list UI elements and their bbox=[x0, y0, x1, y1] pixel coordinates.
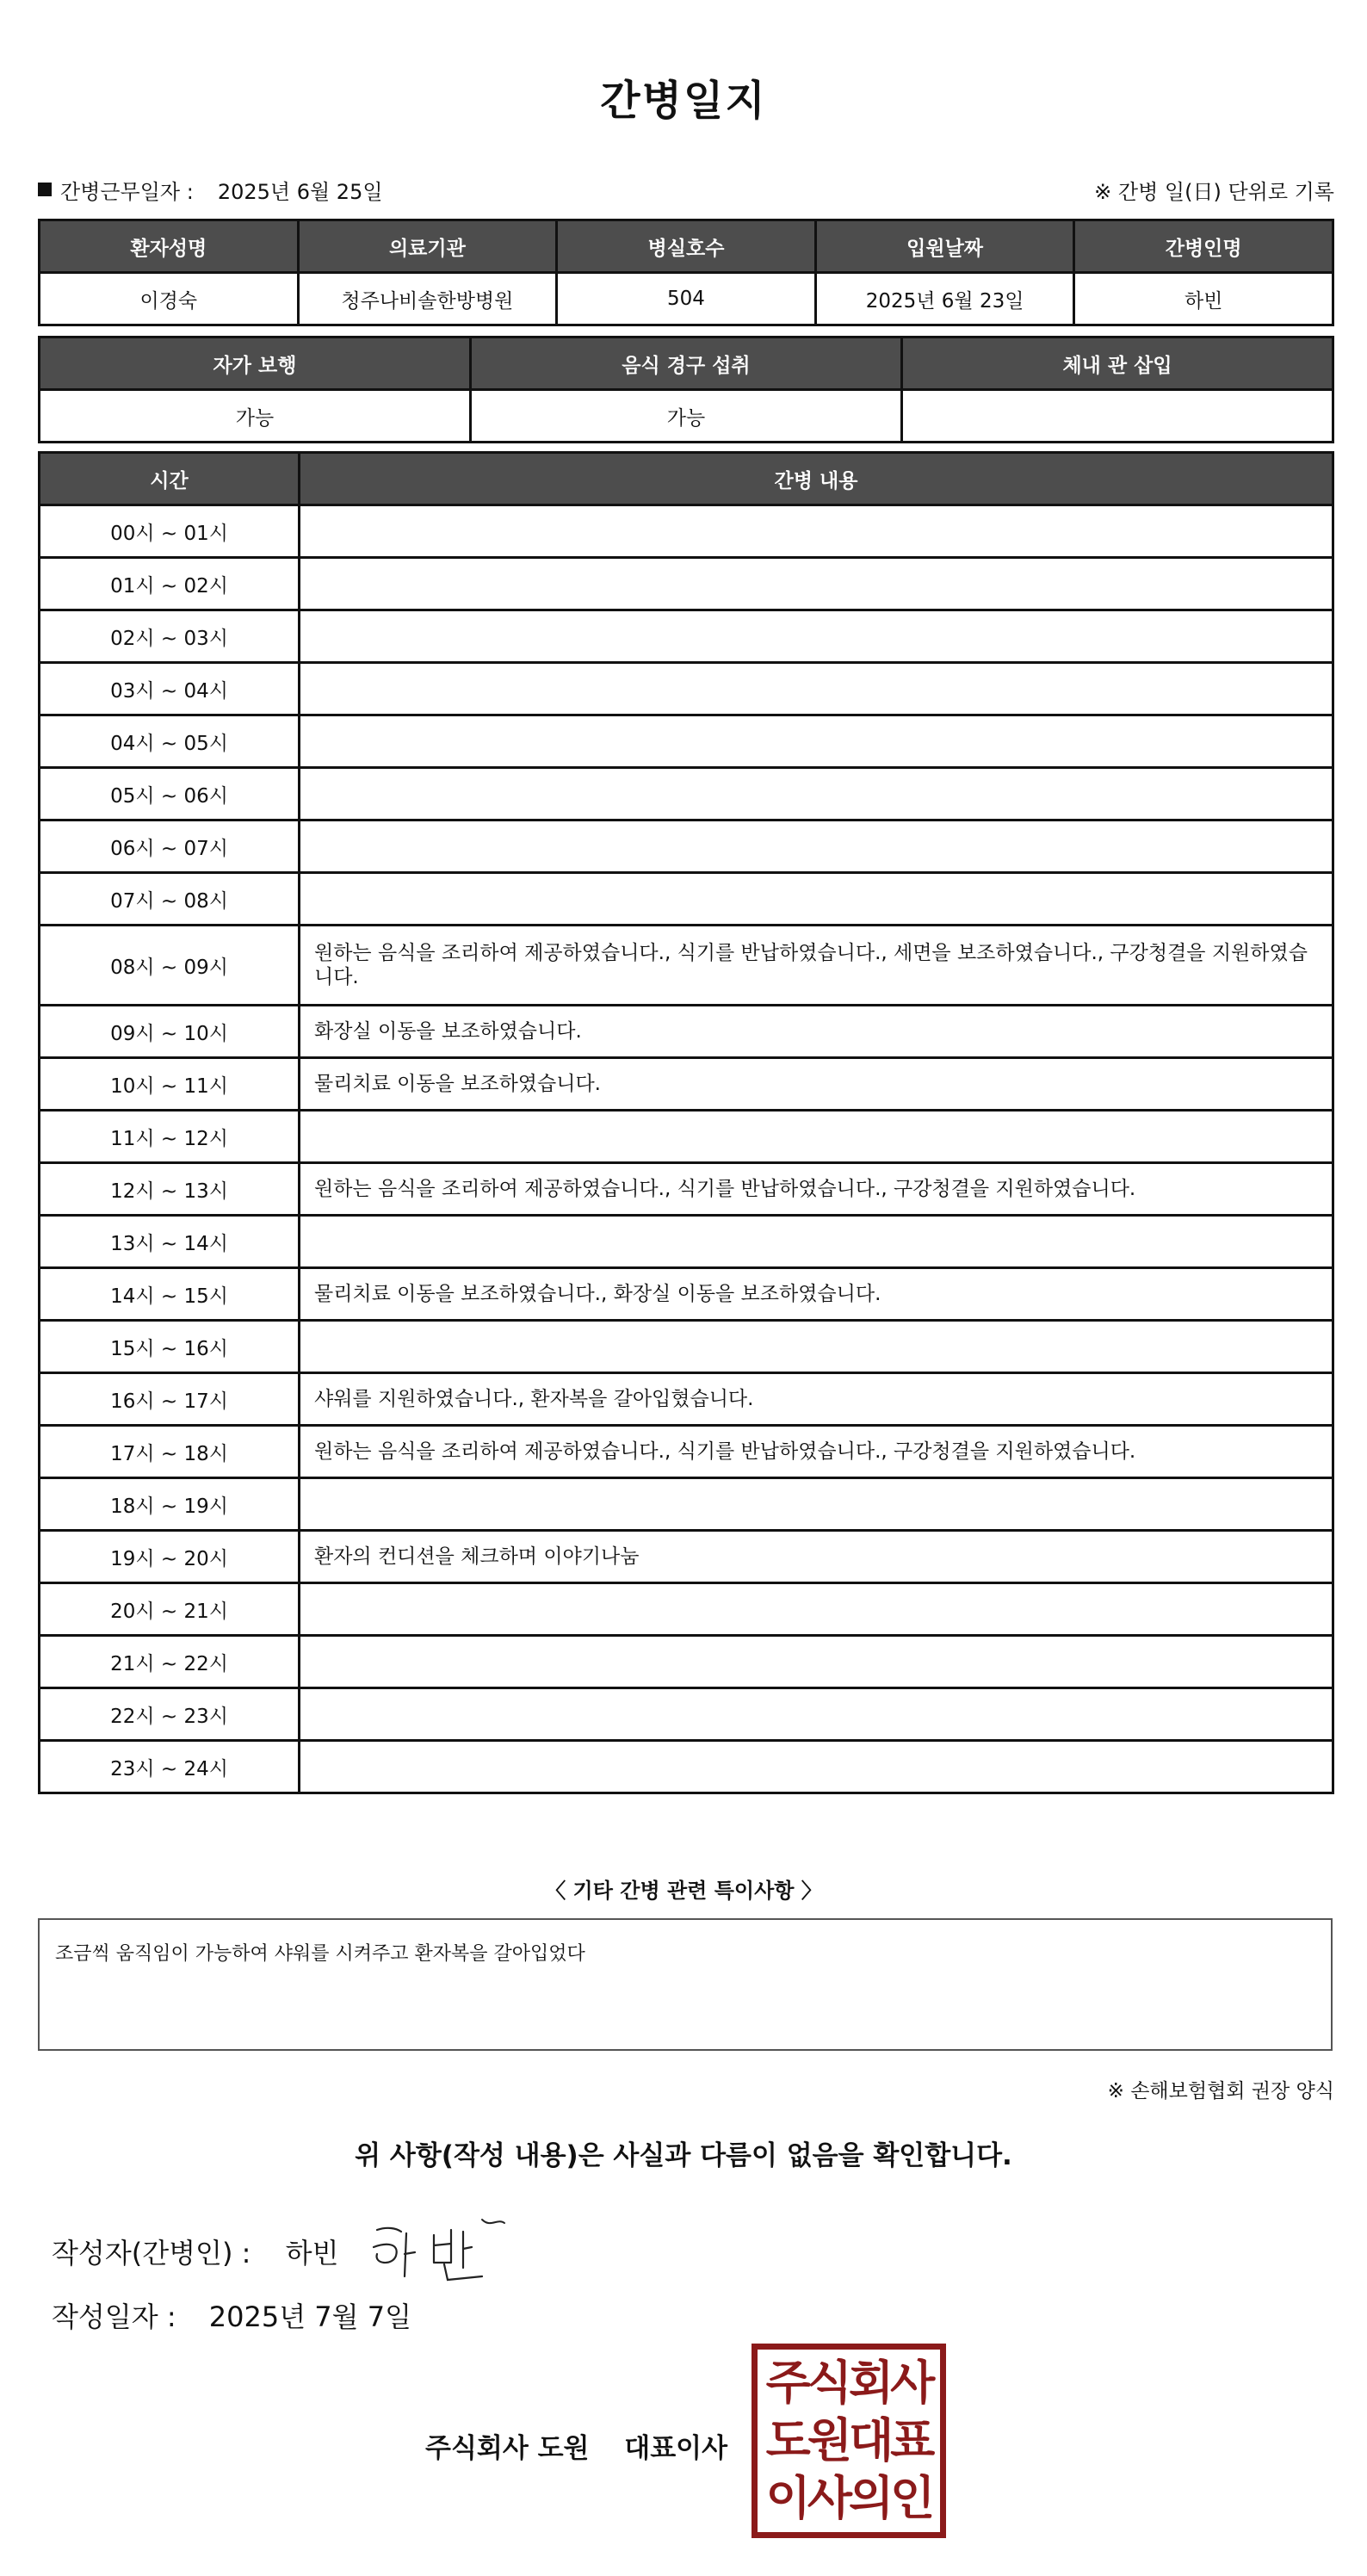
table-row bbox=[40, 1636, 1333, 1688]
care-content bbox=[300, 820, 1333, 873]
patient-info-table bbox=[38, 219, 1334, 326]
time-slot: 16시 ~ 17시 bbox=[40, 1373, 300, 1426]
care-content bbox=[300, 1636, 1333, 1688]
time-slot: 00시 ~ 01시 bbox=[40, 505, 300, 558]
table-row bbox=[40, 1531, 1333, 1583]
time-slot: 04시 ~ 05시 bbox=[40, 715, 300, 768]
care-content bbox=[300, 1111, 1333, 1163]
header-self-walking: 자가 보행 bbox=[40, 337, 471, 390]
association-note: ※ 손해보험협회 권장 양식 bbox=[1107, 2080, 1334, 2102]
work-date-value: 2025년 6월 25일 bbox=[217, 179, 383, 204]
seal-line: 이사의인 bbox=[765, 2470, 932, 2525]
time-slot: 03시 ~ 04시 bbox=[40, 663, 300, 715]
writer-name: 하빈 bbox=[285, 2237, 339, 2269]
time-slot: 11시 ~ 12시 bbox=[40, 1111, 300, 1163]
writer-label: 작성자(간병인) : bbox=[52, 2237, 251, 2269]
table-row bbox=[40, 873, 1333, 926]
care-content bbox=[300, 1478, 1333, 1531]
table-row bbox=[40, 1426, 1333, 1478]
company-seal-stamp bbox=[752, 2344, 946, 2538]
company-line bbox=[425, 2426, 727, 2465]
time-slot: 07시 ~ 08시 bbox=[40, 873, 300, 926]
care-content bbox=[300, 768, 1333, 820]
table-row bbox=[40, 610, 1333, 663]
table-row bbox=[40, 1688, 1333, 1741]
confirmation-statement: 위 사항(작성 내용)은 사실과 다름이 없음을 확인합니다. bbox=[355, 2140, 1012, 2171]
room-number: 504 bbox=[557, 273, 816, 325]
care-content: 화장실 이동을 보조하였습니다. bbox=[300, 1006, 1333, 1058]
care-content bbox=[300, 1216, 1333, 1268]
table-row bbox=[40, 715, 1333, 768]
company-name: 주식회사 도원 bbox=[425, 2433, 590, 2464]
work-date bbox=[38, 175, 383, 205]
tube-insertion bbox=[902, 390, 1333, 443]
write-date-line bbox=[52, 2295, 411, 2335]
patient-name: 이경숙 bbox=[40, 273, 299, 325]
table-row bbox=[40, 1058, 1333, 1111]
hospital: 청주나비솔한방병원 bbox=[298, 273, 557, 325]
write-date: 2025년 7월 7일 bbox=[208, 2300, 412, 2333]
table-row bbox=[40, 1583, 1333, 1636]
care-content bbox=[300, 873, 1333, 926]
caregiver-name: 하빈 bbox=[1074, 273, 1333, 325]
time-slot: 19시 ~ 20시 bbox=[40, 1531, 300, 1583]
square-bullet-icon bbox=[38, 183, 52, 196]
care-content bbox=[300, 558, 1333, 610]
table-row bbox=[40, 1741, 1333, 1793]
table-row bbox=[40, 1321, 1333, 1373]
self-walking: 가능 bbox=[40, 390, 471, 443]
page-title: 간병일지 bbox=[600, 77, 767, 125]
table-row bbox=[40, 1006, 1333, 1058]
header-patient-name: 환자성명 bbox=[40, 220, 299, 273]
table-row bbox=[40, 1373, 1333, 1426]
time-slot: 06시 ~ 07시 bbox=[40, 820, 300, 873]
table-row bbox=[40, 1163, 1333, 1216]
care-content bbox=[300, 610, 1333, 663]
header-room-number: 병실호수 bbox=[557, 220, 816, 273]
notes-text: 조금씩 움직임이 가능하여 샤워를 시켜주고 환자복을 갈아입었다 bbox=[55, 1943, 585, 1965]
time-slot: 12시 ~ 13시 bbox=[40, 1163, 300, 1216]
handwritten-signature bbox=[362, 2211, 516, 2288]
time-slot: 18시 ~ 19시 bbox=[40, 1478, 300, 1531]
representative-title: 대표이사 bbox=[624, 2433, 728, 2464]
admission-date: 2025년 6월 23일 bbox=[815, 273, 1074, 325]
header-admission-date: 입원날짜 bbox=[815, 220, 1074, 273]
table-row bbox=[40, 1216, 1333, 1268]
time-slot: 22시 ~ 23시 bbox=[40, 1688, 300, 1741]
time-slot: 15시 ~ 16시 bbox=[40, 1321, 300, 1373]
care-content: 물리치료 이동을 보조하였습니다. bbox=[300, 1058, 1333, 1111]
care-content bbox=[300, 663, 1333, 715]
time-slot: 10시 ~ 11시 bbox=[40, 1058, 300, 1111]
meta-row bbox=[38, 172, 1334, 207]
table-row bbox=[40, 663, 1333, 715]
header-hospital: 의료기관 bbox=[298, 220, 557, 273]
care-content bbox=[300, 1583, 1333, 1636]
care-content bbox=[300, 1321, 1333, 1373]
header-care-content: 간병 내용 bbox=[300, 453, 1333, 505]
time-slot: 23시 ~ 24시 bbox=[40, 1741, 300, 1793]
seal-line: 도원대표 bbox=[765, 2412, 932, 2468]
table-row bbox=[40, 1478, 1333, 1531]
time-slot: 08시 ~ 09시 bbox=[40, 926, 300, 1006]
notes-title: 〈 기타 간병 관련 특이사항 〉 bbox=[545, 1879, 822, 1903]
table-row bbox=[40, 505, 1333, 558]
header-caregiver-name: 간병인명 bbox=[1074, 220, 1333, 273]
header-oral-intake: 음식 경구 섭취 bbox=[471, 337, 902, 390]
table-row bbox=[40, 820, 1333, 873]
table-row bbox=[40, 926, 1333, 1006]
time-slot: 02시 ~ 03시 bbox=[40, 610, 300, 663]
unit-note: ※ 간병 일(日) 단위로 기록 bbox=[1094, 179, 1334, 204]
patient-status-table bbox=[38, 336, 1334, 443]
table-row bbox=[40, 768, 1333, 820]
table-row bbox=[40, 558, 1333, 610]
care-content bbox=[300, 1741, 1333, 1793]
care-content: 원하는 음식을 조리하여 제공하였습니다., 식기를 반납하였습니다., 구강청결을 지원하였습니다. bbox=[300, 1163, 1333, 1216]
table-row bbox=[40, 1268, 1333, 1321]
time-slot: 14시 ~ 15시 bbox=[40, 1268, 300, 1321]
oral-intake: 가능 bbox=[471, 390, 902, 443]
time-slot: 13시 ~ 14시 bbox=[40, 1216, 300, 1268]
time-slot: 17시 ~ 18시 bbox=[40, 1426, 300, 1478]
care-content: 환자의 컨디션을 체크하며 이야기나눔 bbox=[300, 1531, 1333, 1583]
write-date-label: 작성일자 : bbox=[52, 2300, 176, 2333]
writer-line bbox=[52, 2232, 338, 2271]
time-slot: 09시 ~ 10시 bbox=[40, 1006, 300, 1058]
header-time: 시간 bbox=[40, 453, 300, 505]
care-content: 물리치료 이동을 보조하였습니다., 화장실 이동을 보조하였습니다. bbox=[300, 1268, 1333, 1321]
header-tube-insertion: 체내 관 삽입 bbox=[902, 337, 1333, 390]
care-content bbox=[300, 1688, 1333, 1741]
time-slot: 01시 ~ 02시 bbox=[40, 558, 300, 610]
care-content: 샤워를 지원하였습니다., 환자복을 갈아입혔습니다. bbox=[300, 1373, 1333, 1426]
time-slot: 21시 ~ 22시 bbox=[40, 1636, 300, 1688]
time-slot: 20시 ~ 21시 bbox=[40, 1583, 300, 1636]
care-content bbox=[300, 715, 1333, 768]
care-content bbox=[300, 505, 1333, 558]
table-row bbox=[40, 1111, 1333, 1163]
care-content: 원하는 음식을 조리하여 제공하였습니다., 식기를 반납하였습니다., 구강청결을 지원하였습니다. bbox=[300, 1426, 1333, 1478]
time-slot: 05시 ~ 06시 bbox=[40, 768, 300, 820]
seal-line: 주식회사 bbox=[765, 2356, 932, 2411]
care-log-table bbox=[38, 451, 1334, 1794]
care-content: 원하는 음식을 조리하여 제공하였습니다., 식기를 반납하였습니다., 세면을 보조하였습니다., 구강청결을 지원하였습니다. bbox=[300, 926, 1333, 1006]
notes-box bbox=[38, 1918, 1333, 2051]
work-date-label: 간병근무일자 : bbox=[60, 179, 194, 204]
